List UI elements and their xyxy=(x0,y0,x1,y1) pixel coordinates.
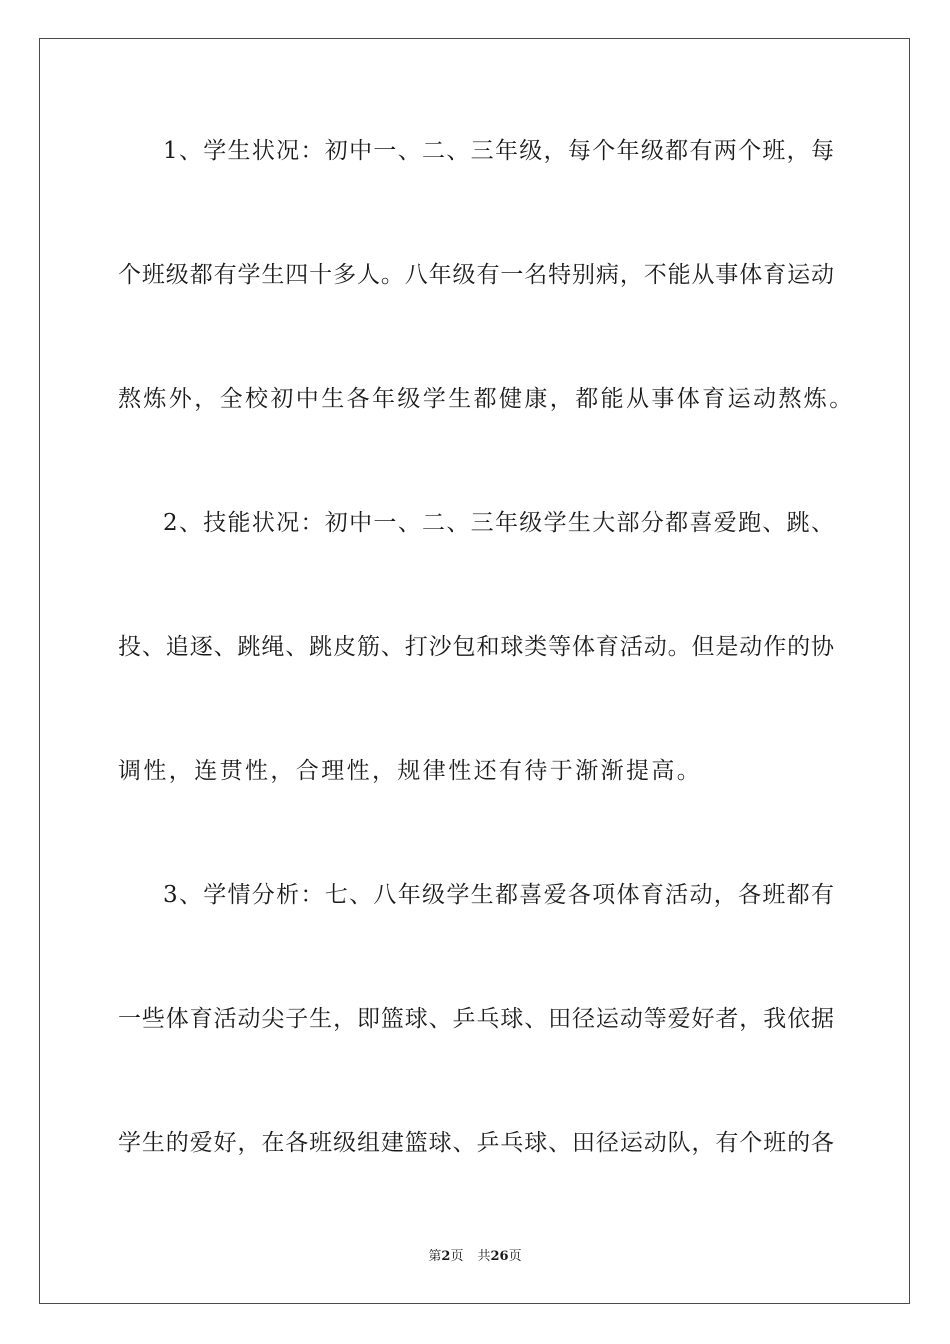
paragraph-3-line-3: 学生的爱好，在各班级组建篮球、乒乓球、田径运动队，有个班的各 xyxy=(118,1130,834,1156)
footer-page-number: 2 xyxy=(441,1249,451,1264)
paragraph-1-line-2: 个班级都有学生四十多人。八年级有一名特别病，不能从事体育运动 xyxy=(118,262,834,288)
paragraph-2-line-1: 2、技能状况：初中一、二、三年级学生大部分都喜爱跑、跳、 xyxy=(163,510,834,536)
page-frame xyxy=(39,38,910,1304)
footer-total-prefix: 共 xyxy=(477,1249,491,1264)
footer-page-prefix: 第 xyxy=(428,1249,442,1264)
paragraph-1-line-3: 熬炼外，全校初中生各年级学生都健康，都能从事体育运动熬炼。 xyxy=(118,386,855,412)
paragraph-3-line-1: 3、学情分析：七、八年级学生都喜爱各项体育活动，各班都有 xyxy=(163,882,834,908)
page-footer xyxy=(0,1248,950,1266)
paragraph-1-line-1: 1、学生状况：初中一、二、三年级，每个年级都有两个班，每 xyxy=(163,138,834,164)
paragraph-2-line-3: 调性，连贯性，合理性，规律性还有待于渐渐提高。 xyxy=(118,758,703,784)
footer-total-suffix: 页 xyxy=(508,1249,522,1264)
paragraph-2-line-2: 投、追逐、跳绳、跳皮筋、打沙包和球类等体育活动。但是动作的协 xyxy=(118,634,834,660)
footer-page-suffix: 页 xyxy=(450,1249,464,1264)
footer-total-pages: 26 xyxy=(490,1249,509,1264)
paragraph-3-line-2: 一些体育活动尖子生，即篮球、乒乓球、田径运动等爱好者，我依据 xyxy=(118,1006,834,1032)
